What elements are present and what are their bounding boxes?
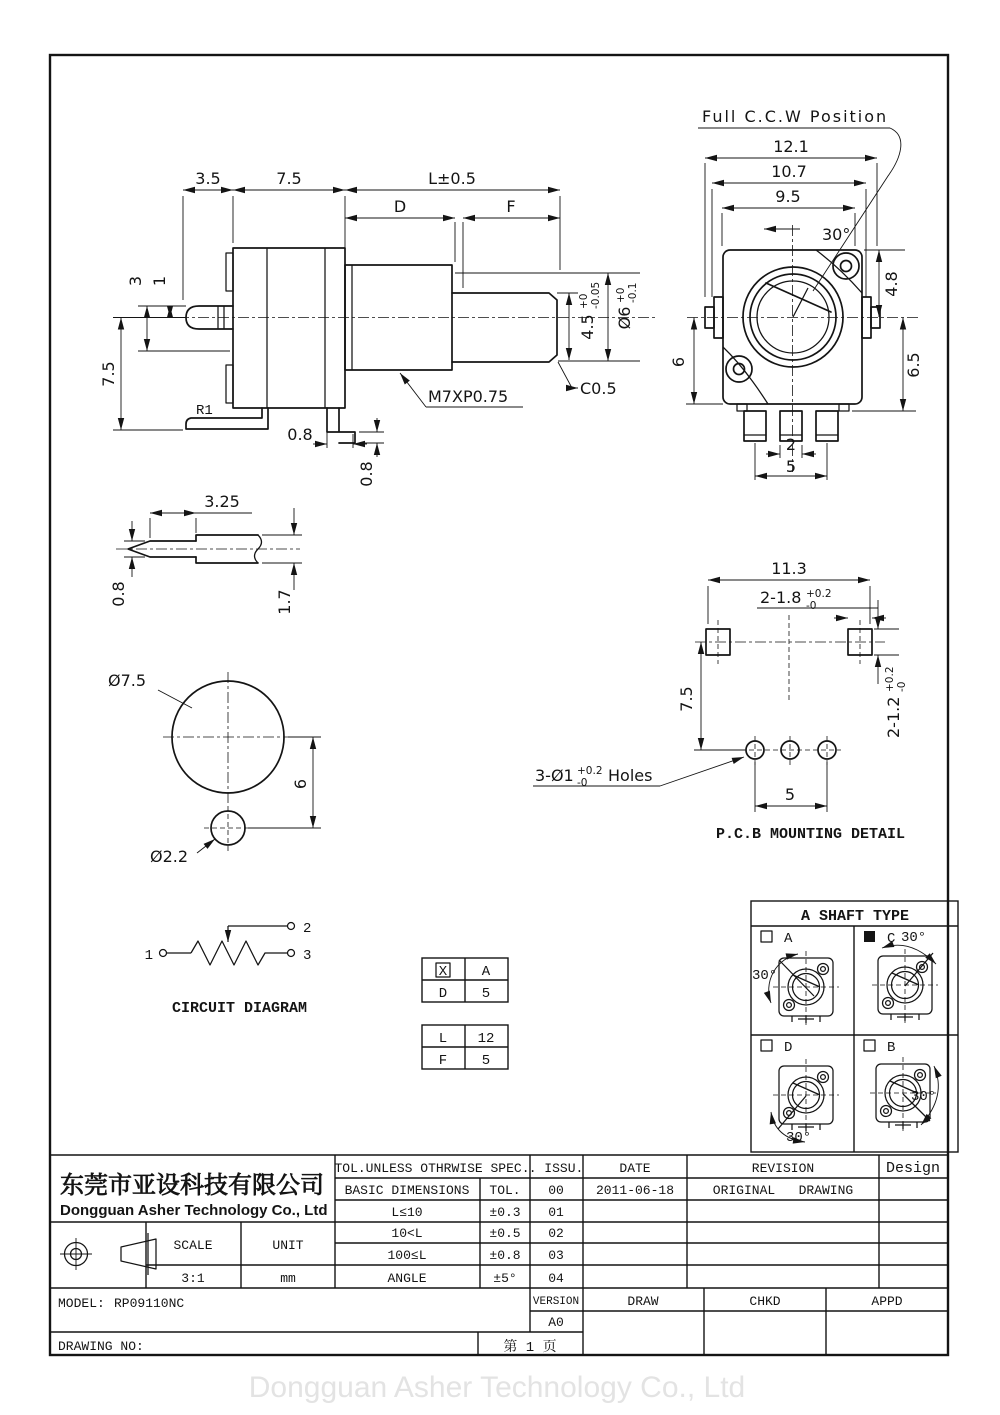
checkbox-c-checked	[864, 931, 875, 942]
side-view	[99, 169, 655, 487]
company-name-en: Dongguan Asher Technology Co., Ltd	[60, 1202, 328, 1219]
svg-text:2-1.8: 2-1.8	[760, 588, 802, 607]
svg-text:Holes: Holes	[608, 766, 653, 785]
dim-angle-30: 30°	[822, 225, 851, 244]
front-view	[669, 107, 923, 480]
tol-label: TOL.	[489, 1183, 521, 1198]
spec-tables	[422, 958, 508, 1069]
dim-height-7-5: 7.5	[99, 361, 118, 387]
svg-text:+0: +0	[615, 287, 627, 303]
dim-1-7: 1.7	[275, 589, 294, 615]
dim-L: L±0.5	[428, 169, 476, 188]
label-thread: M7XP0.75	[428, 387, 509, 406]
dim-0-8-a: 0.8	[287, 425, 313, 444]
svg-text:Ø6: Ø6	[615, 306, 634, 330]
svg-text:4.5: 4.5	[578, 314, 597, 340]
model-label: MODEL:	[58, 1296, 105, 1311]
type-value: A	[481, 964, 491, 980]
d-label: D	[438, 986, 448, 1002]
model-value: RP09110NC	[114, 1296, 185, 1311]
dim-1: 1	[150, 275, 169, 287]
dim-7-5: 7.5	[276, 169, 302, 188]
svg-text:+0.2: +0.2	[806, 588, 832, 600]
checkbox-type-mark: X	[438, 964, 448, 980]
tol-range-3: 100≤L	[387, 1248, 427, 1263]
svg-text:-0.1: -0.1	[627, 282, 639, 303]
circuit-title: CIRCUIT DIAGRAM	[172, 1000, 308, 1017]
terminal-2-label: 2	[303, 921, 312, 937]
checkbox-a	[761, 931, 772, 942]
unit-value: mm	[280, 1271, 296, 1286]
tol-header: TOL.UNLESS OTHRWISE SPEC.	[334, 1161, 530, 1176]
dim-flat-4-5	[578, 282, 602, 340]
issu-no-4: 04	[548, 1271, 564, 1286]
chkd-label: CHKD	[749, 1294, 781, 1309]
issu-no-0: 00	[548, 1183, 564, 1198]
pcb-detail-title: P.C.B MOUNTING DETAIL	[716, 826, 906, 843]
dim-slot-width	[757, 588, 886, 618]
option-a-label: A	[784, 931, 793, 947]
dim-F: F	[506, 197, 516, 216]
issu-date-0: 2011-06-18	[595, 1183, 675, 1198]
date-label: DATE	[619, 1161, 651, 1176]
option-b-angle: 30°	[911, 1089, 937, 1105]
hole-detail	[108, 671, 321, 866]
dim-6-spacing: 6	[291, 778, 310, 790]
svg-text:+0.2: +0.2	[577, 765, 603, 777]
issu-no-2: 02	[548, 1226, 564, 1241]
terminal-3-label: 3	[303, 948, 312, 964]
dim-holes	[533, 757, 744, 789]
dim-3-5: 3.5	[195, 169, 221, 188]
dim-3: 3	[126, 275, 145, 287]
issu-revision-0: ORIGINAL DRAWING	[712, 1183, 854, 1198]
watermark: Dongguan Asher Technology Co., Ltd	[248, 1371, 746, 1404]
issu-label: . ISSU.	[528, 1161, 584, 1176]
svg-text:-0: -0	[806, 600, 817, 612]
dim-5: 5	[785, 457, 797, 476]
label-chamfer: C0.5	[580, 379, 617, 398]
shaft-type-panel	[751, 901, 958, 1152]
svg-text:-0: -0	[896, 681, 908, 692]
title-block	[50, 1155, 948, 1356]
shaft-type-title: A SHAFT TYPE	[800, 908, 910, 925]
tol-range-2: 10<L	[391, 1226, 423, 1241]
revision-label: REVISION	[751, 1161, 815, 1176]
dim-dia-7-5: Ø7.5	[108, 671, 147, 690]
dim-6: 6	[669, 356, 688, 368]
dim-slot-height	[884, 667, 908, 739]
company-name-cn: 东莞市亚设科技有限公司	[60, 1171, 324, 1199]
circuit-diagram	[145, 921, 312, 1017]
dim-12-1: 12.1	[773, 137, 809, 156]
basic-dim-label: BASIC DIMENSIONS	[344, 1183, 470, 1198]
front-view-title: Full C.C.W Position	[702, 107, 889, 126]
dim-dia-2-2: Ø2.2	[150, 847, 189, 866]
dim-0-8-b: 0.8	[357, 461, 376, 487]
draw-label: DRAW	[627, 1294, 659, 1309]
dim-6-5: 6.5	[904, 352, 923, 378]
checkbox-b	[864, 1040, 875, 1051]
issu-no-1: 01	[548, 1205, 564, 1220]
tol-value-1: ±0.3	[489, 1205, 521, 1220]
svg-text:+0.2: +0.2	[884, 666, 896, 692]
dim-2: 2	[785, 435, 797, 454]
option-b-label: B	[887, 1040, 896, 1056]
option-c-angle: 30°	[901, 930, 927, 946]
tol-value-4: ±5°	[493, 1271, 517, 1286]
scale-label: SCALE	[173, 1238, 213, 1253]
pcb-detail	[533, 559, 908, 843]
tol-range-1: L≤10	[391, 1205, 423, 1220]
dim-D: D	[393, 197, 407, 216]
svg-text:2-1.2: 2-1.2	[884, 696, 903, 738]
dim-10-7: 10.7	[771, 162, 807, 181]
d-value: 5	[481, 986, 491, 1002]
checkbox-d	[761, 1040, 772, 1051]
design-label: Design	[885, 1160, 941, 1177]
f-label: F	[438, 1053, 448, 1069]
label-r1: R1	[196, 403, 213, 419]
option-d-angle: 30°	[786, 1130, 812, 1146]
option-d-label: D	[784, 1040, 793, 1056]
dim-shaft-dia	[615, 283, 639, 330]
dim-5-pitch: 5	[784, 785, 796, 804]
l-label: L	[438, 1031, 448, 1047]
tol-range-4: ANGLE	[387, 1271, 427, 1286]
appd-label: APPD	[871, 1294, 903, 1309]
projection-symbol-icon	[60, 1233, 156, 1275]
dim-11-3: 11.3	[771, 559, 807, 578]
version-value: A0	[548, 1315, 564, 1330]
f-value: 5	[481, 1053, 491, 1069]
terminal-1-label: 1	[144, 948, 153, 964]
dim-9-5: 9.5	[775, 187, 801, 206]
dim-7-5-pcb: 7.5	[677, 686, 696, 712]
drawing-no-label: DRAWING NO:	[58, 1339, 144, 1354]
l-value: 12	[477, 1031, 495, 1047]
svg-text:-0: -0	[577, 777, 588, 789]
dim-4-8: 4.8	[882, 271, 901, 297]
unit-label: UNIT	[272, 1238, 304, 1253]
svg-text:-0.05: -0.05	[590, 281, 602, 309]
scale-value: 3:1	[181, 1271, 205, 1286]
tol-value-3: ±0.8	[489, 1248, 521, 1263]
svg-text:3-Ø1: 3-Ø1	[535, 766, 574, 785]
option-a-angle: 30°	[752, 968, 778, 984]
pin-detail	[109, 492, 302, 615]
version-label: VERSION	[532, 1296, 580, 1308]
page-label: 第 1 页	[503, 1340, 557, 1356]
dim-3-25: 3.25	[204, 492, 240, 511]
issu-no-3: 03	[548, 1248, 564, 1263]
option-c-label: C	[887, 931, 896, 947]
dim-0-8: 0.8	[109, 581, 128, 607]
svg-text:+0: +0	[578, 293, 590, 309]
tol-value-2: ±0.5	[489, 1226, 521, 1241]
